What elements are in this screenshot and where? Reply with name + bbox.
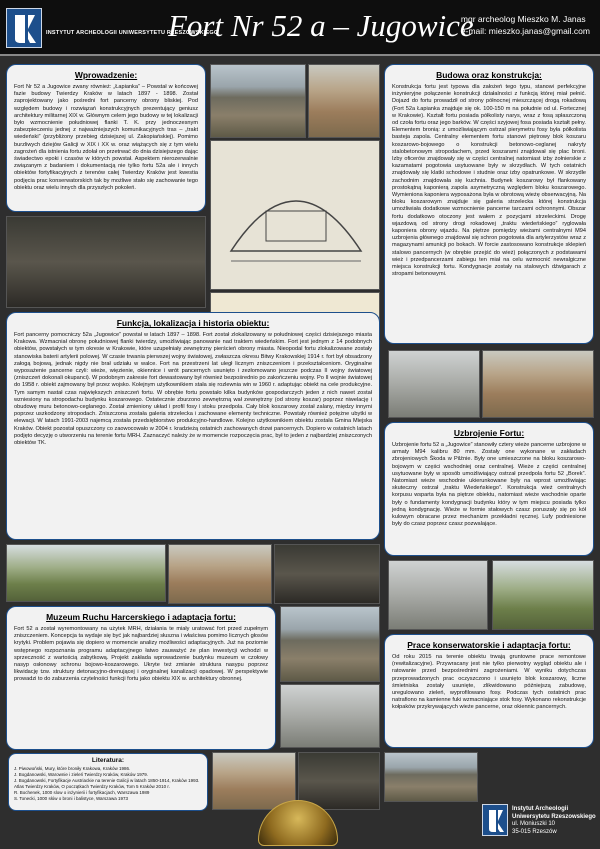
literature-item: S. Tonecki, 1000 słów o broni i balistyce, Warszawa 1973 [14, 796, 129, 801]
institute-logo [6, 8, 42, 48]
literature-item: J. Bogdanowski, Fortyfikacje Austriackie na terenie Galicji w latach 1850-1914, Kraków 1993. [14, 778, 200, 783]
literature-panel [8, 753, 208, 811]
poster-header [0, 0, 600, 56]
photo-barracks [482, 350, 594, 418]
armament-text: Uzbrojenie fortu 52 a „Jugowice” stanowiły cztery wieże pancerne uzbrojone w armaty M94 kalibru 80 mm. Zostały one wykonane w zakładach zbrojeniowych Škoda w Pilźnie. Były one umieszczone na bloku koszarowo-bojowym w części wschodniej oraz centralnej. Wieże z części centralnej usytuowane były w sposób umożliwiający ostrzał przedpola fortu 52 „Borek”. Natomiast wieże wschodnie ukierunkowane były na wprost umożliwiając skuteczny ostrzał „traktu Wiedeńskiego”. Konstrukcja wież centralnych korpusu wsparta była na piętrze obiektu, natomiast wieże wschodnie oparte były o fundamenty kondygnacji budynku który w tym miejscu posiada tylko jedną kondygnację. Wieże w formie stałowych czasz poruszały się po kół kulowym obracane przez mechanizm przekładni ręcznej. Lufy podniesione były do czasz poprzez czasz pozwalające. [392, 442, 587, 528]
photo-restored-wall [384, 752, 478, 802]
author-email: e-mail: mieszko.janas@gmail.com [460, 26, 590, 36]
conservation-panel [384, 634, 594, 748]
photo-turret-model [388, 560, 488, 630]
footer-institute-address [512, 806, 596, 836]
photo-turret-site [492, 560, 594, 630]
photo-moat [280, 684, 380, 748]
literature-item: R. Bochenek, 1000 slow o inżynierii i fortyfikacjach, Warszawa 1989 [14, 790, 150, 795]
armament-heading: Uzbrojenie Fortu: [453, 428, 525, 438]
literature-item: J. Piwowoński, Mury, które broniły Krakowa, Kraków 1986. [14, 766, 131, 771]
footer-institute-logo [482, 804, 508, 836]
photo-fort-facade [308, 64, 380, 138]
intro-heading: Wprowadzenie: [74, 70, 138, 80]
author-block [461, 13, 590, 37]
museum-text: Fort 52 a został wyremontowany na użytek MRH, działania te miały uratować fort przed zupełnym zniszczeniem. Koncepcja ta wydaje się być jak najbardziej słuszna i właściwa pomimo licznych głosów krytyki. Problem pojawia się dopiero w momencie analizy możliwości adaptacyjnych. Już na poziomie wstępnego rozpoznania programu adaptacyjnego łatwo zauważyć że plan inwestycji wchodzi w sprzeczność z wartością zabytkową. Projekt zakłada wprowadzenie budynku muzeum w czołowy nasyp osłonowy schronu bojowo-koszarowego. Ukryte też zmianie struktura nasypu poprzez likwidację tzw. struktury detonacyjno-drenującej i oryginalnej kanalizacji opadowej. W perspektywie prowadzi to do zaburzenia czytelności funkcji fortu jako obiektu XIX w. architektury obronnej. [14, 626, 268, 683]
photo-fort-plan-drawing [210, 140, 380, 290]
photo-casemate [274, 544, 380, 604]
intro-panel [6, 64, 206, 212]
poster-title: Fort Nr 52 a – Jugowice [168, 8, 474, 43]
museum-heading: Muzeum Ruchu Harcerskiego i adaptacja fortu: [46, 612, 236, 622]
photo-fort-embankment [280, 606, 380, 682]
photo-fort-wall [210, 64, 306, 138]
literature-item: J. Bogdanowski, Warownie i zieleń Twierdzy Kraków, Kraków 1979. [14, 772, 149, 777]
photo-armored-door [212, 752, 296, 810]
footer-city: 35-015 Rzeszów [512, 828, 557, 835]
literature-item: Atlas Twierdzy Kraków, O początkach Twierdzy Kraków, Tom 5 Kraków 2010 r. [14, 784, 170, 789]
photo-courtyard [388, 350, 480, 418]
conservation-text: Od roku 2015 na terenie obiektu trwają gruntowne prace remontowe (rewitalizacyjne). Przywracany jest nie tylko pierwotny wygląd obiektu ale i ratowanie przed bezpośrednimi zagrożeniami. W wyniku dotychczas przeprowadzonych prac oczyszczono i usunięto blok koszarowy, liczne śmietniska zostały usunięte, zlikwidowano późniejszą zabudowę, uregulowano zieleń, wyprofilowano fosy. Podczas tych ostatnich prac natrafiono na kamienne fuki wzmacniające stok fosy. Wykonano rekonstrukcje kołpaków przykrywających wieże pancerne, oraz okiennic pancernych. [392, 654, 586, 711]
function-heading: Funkcja, lokalizacja i historia obiektu: [116, 318, 270, 328]
literature-list [14, 766, 202, 802]
museum-panel [6, 606, 276, 750]
photo-interior-corridor [6, 216, 206, 308]
conservation-heading: Prace konserwatorskie i adaptacja fortu: [407, 640, 571, 650]
function-text: Fort pancerny pomocniczy 52a „Jugowice” powstał w latach 1897 – 1898. Fort został zlokalizowany w południowej części dzisiejszego miasta Krakowa. Wzmacniał obronę południowej flanki twierdzy, umożliwiając panowanie nad traktem wiedeńskim. Fort jest jednym z 14 podobnych obiektów, powstałych w tym okresie w Krakowie, które uzupełniały zewnętrzny pierścień obrony miasta. Nieopodal fortu zlokalizowane zostały stanowiska baterii artylerii polowej. W czasie trwania pierwszej wojny światowej, zwłaszcza okresu Bitwy Krakowskiej 1914 r. fort był obsadzony załogą bojową, jednak nigdy nie brał udziału w walce. Fort na przestrzeni lat uległ licznym zniszczeniom i przekształceniom. Oryginalne wyposażenie pancerne czyli: wieże, więzienie, okiennice i wrót pancernych usunięto i zezłomowano jeszcze podczas II wojny światowej (zniszczeń dokonali okupanci). W podobnym zakresie fort dewastowany był również bezpośrednio po zakończeniu wojny. Po II wojnie światowej do 1958 r. obiekt zajmowany był przez wojsko. Kolejnym użytkownikiem stała się rozlewnia win w 1960 r. adaptując obiekt na cele produkcyjne. Tym samym nastał czas największych zniszczeń fortu. W obrębie fortu powstało kilka budynków gospodarczych jeden z nich nawet został wzniesiony na stropodachu budynku koszarowego. Ostatecznie zburzono zewnętrzną wał zewnętrzny (od strony koszar) poprzez niwelację i obudowę muru betonowo-ceglanego. Został zmieniony układ i profil fosy i stoku przedpola. Cały blok koszarowy został zalany, między innymi poprzez uszkodzony stropodach. Zniszczona została galeria strzelecka i zachowane elementy techniczne. Powstały również potężne ubytki w elewacji. W latach 1991-2003 najemcą została przedsiębiorstwo produkcyjno-handlowe. Kolejno użytkownikiem obiektu została Gmina Miejska Kraków. Obiekt pozostał opuszczony co zaowocowało w 2004 r. kradzieżą ostatnich zachowanych drzwi pancernych. Dopiero w ostatnich latach podjęto decyzję o utworzeniu na terenie fortu MRH. Zaznaczyć należy że w momencie rozpoczęcia prac, był to jeden z najbardziej zniszczonych obiektów TK. [14, 332, 372, 447]
footer-institute-name-1: Instytut Archeologii [512, 806, 569, 812]
footer-street: ul. Moniuszki 10 [512, 821, 556, 827]
function-panel [6, 312, 380, 540]
intro-text: Fort Nr 52 a Jugowice zwany również: „Łapianka” – Powstał w końcowej fazie budowy Twierdzy Kraków w latach 1897 - 1898. Został zaprojektowany jako pośredni fort pancerny obrony bliskiej. Pod względem budowy i rozwiązań konstrukcyjnych prezentujący geniusz architektury militarnej XIX w. Głównym celem jego budowy w tej lokalizacji było wzmocnienie południowej flanki T. K. przy jednoczesnym zabezpieczeniu jednej z najważniejszych komunikacyjnych tras – „trakt wiedeński” (przybliżony przebieg dzisiejszej ul. Zakopiańskiej). Pomimo burzliwych dziejów Galicji w XIX i XX w. oraz wiążących się z tym wielu zagrożeń dla istnienia fortu zdołał on przetrwać do dnia dzisiejszego dając świadectwo epoki i czasów w których powstał. Aspektem nierozerwalnie związanym z badaniem i dokumentacją nie tylko fortu 52a ale i innych obiektów fortyfikacyjnych z terenów całej Twierdzy Kraków jest kwestia podjęcia prac konserwatorskich tak by możliwe stało się zachowanie tego obiektu oraz wielu innych dla przyszłych pokoleń. [14, 84, 198, 191]
construction-text: Konstrukcja fortu jest typowa dla założeń tego typu, stanowi perfekcyjne inżynieryjne połączenie konstrukcji działalności z funkcją której miał pełnić. Dojazd do fortu prowadził od strony północnej mieszczącej drogą rokadową (Fort 52a Łapianka znajduje się ok. 100-150 m na południe od ul. Fortecznej w Krakowie). Kształt fortu posiada półkolisty narys, wraz z fosą spłaszczoną od czoła fortu oraz jego barków. W części szyjowej fosa posiada kształt pełny. Elementem bronią: z umożliwiającym ostrzał pierymetru fosy była półkolista basteja zapola. Centralny elementem fortu stanowi piętrowy blok koszaru koszarowo-bojowego o konstrukcji betonowo-ceglanej nakryty stalobetonowym stropodachem, przed koszarami znajdował się plac broni. Izby oficerów znajdowały się w części centralnej natomiast izby żołnierskie z kazamatami pogotowia usytuowane były w skrzydłach. W tych ostatnich znajdowały się klatki schodowe i studnie oraz izby opatrunkowe. W skrzydle zachodnim znajdowała się kuchnia. Budynek koszarowy był flankowany prostokątną kaponierą zapola asymetryczną względem bloku koszarowego. Wymieniona kaponiera wyposażona była w obrotową wieżę obserwacyjną. Na bloku koszarowym znajduje się galeria strzelecka której konstrukcja umożliwiała dodatkowe wzmocnienie pancerne tarczami ochronnymi. Obszar fortu dodatkowo otoczony jest wałem z pozycjami strzeleckimi. Drogę wjazdową od strony drogi rokadowej „traktu wiedeńskiego” ryglowała kaponiera obrony wjazdu. Na piętrze pomiędzy wieżami centralnymi M94 uzbrojenia głównego znajdował się schron pogotowia dla artylerzystów wraz z magazynami amunicji po bokach. W forcie zastosowano konstrukcje sklepień stalowo pancernych (w obrębie przejść do wież) połączonych z podstawami wież i przedpancerzami zabiegu ten miał na celu wzmocnić newralgiczne miejsca konstrukcji fortu. Kondygnacje zostały na stalowych dźwigarach z stropami betonowymi. [392, 84, 586, 278]
construction-panel [384, 64, 594, 344]
institute-logo-text: INSTYTUT ARCHEOLOGII UNIWERSYTETU RZESZOWSKIEGO [46, 30, 219, 36]
author-name: mgr archeolog Mieszko M. Janas [460, 14, 586, 24]
literature-heading: Literatura: [91, 757, 125, 764]
footer-institute-name-2: Uniwersytetu Rzeszowskiego [512, 813, 596, 820]
construction-heading: Budowa oraz konstrukcja: [436, 70, 542, 80]
photo-caponier [168, 544, 272, 604]
armament-panel [384, 422, 594, 556]
photo-fort-exterior [6, 544, 166, 602]
